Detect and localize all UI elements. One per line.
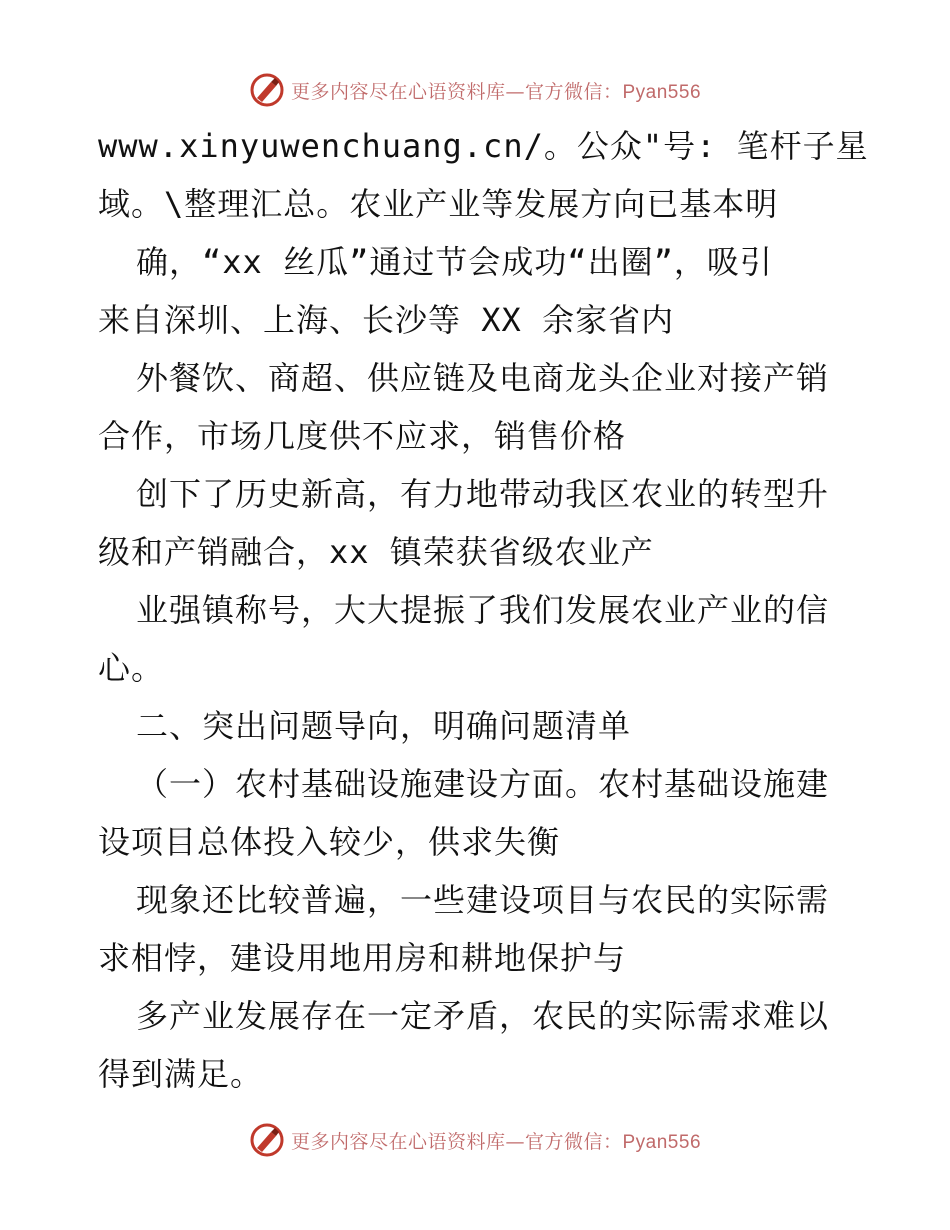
text-line: 域。\整理汇总。农业产业等发展方向已基本明 <box>98 185 779 223</box>
text-line: 心。 <box>98 649 165 687</box>
section-heading: 二、突出问题导向，明确问题清单 <box>136 707 632 745</box>
text-line: 多产业发展存在一定矛盾，农民的实际需求难以 <box>136 997 830 1035</box>
text-line: （一）农村基础设施建设方面。农村基础设施建 <box>136 765 830 803</box>
text-line: 级和产销融合，xx 镇荣获省级农业产 <box>98 533 654 571</box>
text-line: 合作，市场几度供不应求，销售价格 <box>98 417 627 455</box>
text-line: 业强镇称号，大大提振了我们发展农业产业的信 <box>136 591 830 629</box>
text-line: 确，“xx 丝瓜”通过节会成功“出圈”，吸引 <box>136 243 773 281</box>
watermark-text: 更多内容尽在心语资料库—官方微信：Pyan556 <box>290 1130 702 1153</box>
text-line: www.xinyuwenchuang.cn/。公众"号: 笔杆子星 <box>98 127 869 165</box>
text-line: 设项目总体投入较少，供求失衡 <box>98 823 561 861</box>
text-line: 求相悖，建设用地用房和耕地保护与 <box>98 939 627 977</box>
text-line: 得到满足。 <box>98 1055 264 1093</box>
footer-watermark <box>0 1120 950 1160</box>
text-line: 来自深圳、上海、长沙等 XX 余家省内 <box>98 301 675 339</box>
watermark-text: 更多内容尽在心语资料库—官方微信：Pyan556 <box>290 80 702 103</box>
logo-icon <box>249 1122 285 1158</box>
text-line: 现象还比较普遍，一些建设项目与农民的实际需 <box>136 881 830 919</box>
text-line: 创下了历史新高，有力地带动我区农业的转型升 <box>136 475 830 513</box>
text-line: 外餐饮、商超、供应链及电商龙头企业对接产销 <box>136 359 830 397</box>
